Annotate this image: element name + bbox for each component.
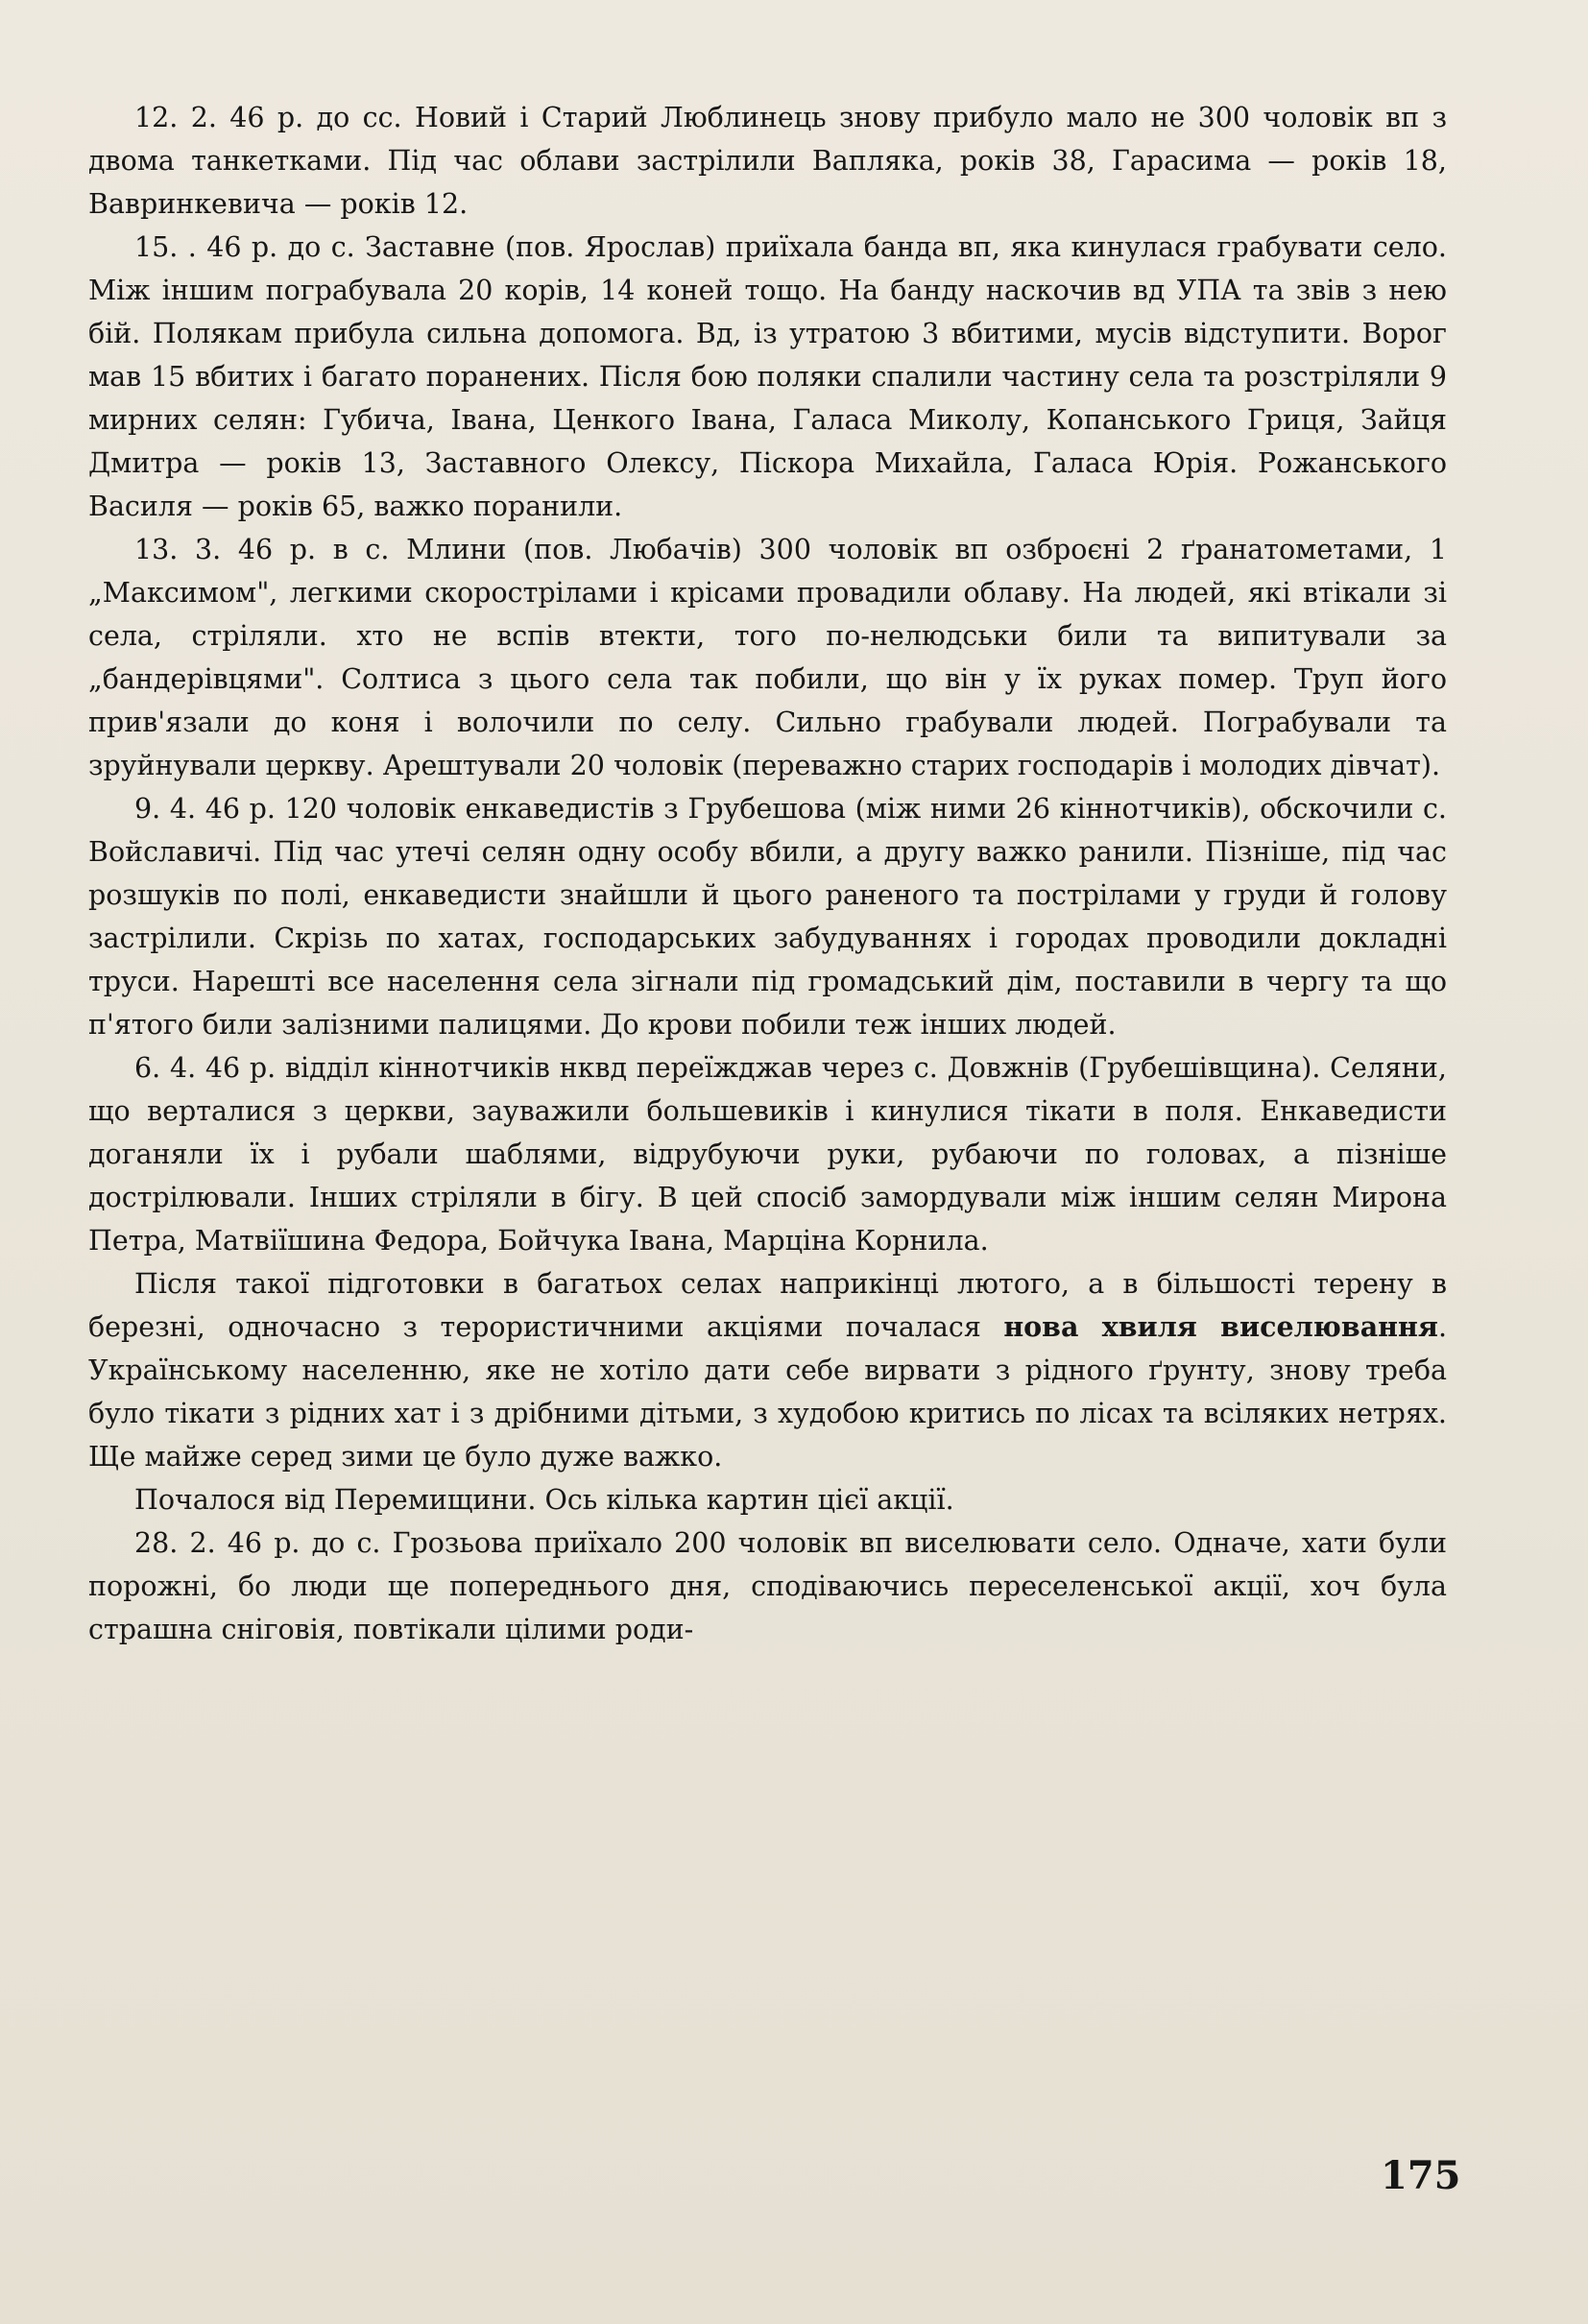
paragraph-3: 13. 3. 46 р. в с. Млини (пов. Любачів) 300 чоловік вп озброєні 2 ґранатометами, 1 „Максимом", легкими скорострілами і крісами провадили облаву. На людей, які втікали зі села, стріляли. хто не вспів втекти, того по-нелюдськи били та випитували за „бандерівцями". Солтиса з цього села так побили, що він у їх руках помер. Труп його прив'язали до коня і волочили по селу. Сильно грабували людей. Пограбували та зруйнували церкву. Арештували 20 чоловік (переважно старих господарів і молодих дівчат). [88,534,1447,781]
paragraph-6-start: Після такої підготовки в багатьох селах наприкінці лютого, а в більшості терену в березні, одночасно з терористичними акціями почалася [88,1268,1447,1343]
paragraph-6-end: . Українському населенню, яке не хотіло дати себе вирвати з рідного ґрунту, знову треба було тікати з рідних хат і з дрібними дітьми, з худобою критись по лісах та всіляких нетрях. Ще майже серед зими це було дуже важко. [88,1311,1448,1473]
paragraph-6 [88,1262,1447,1478]
paragraph-4: 9. 4. 46 р. 120 чоловік енкаведистів з Грубешова (між ними 26 кіннотчиків), обскочили с. Войславичі. Під час утечі селян одну особу вбили, а другу важко ранили. Пізніше, під час розшуків по полі, енкаведисти знайшли й цього раненого та пострілами у груди й голову застрілили. Скрізь по хатах, господарських забудуваннях і городах проводили докладні труси. Нарешті все населення села зігнали під громадський дім, поставили в чергу та що п'ятого били залізними палицями. До крови побили теж інших людей. [88,793,1447,1041]
paragraph-5: 6. 4. 46 р. відділ кіннотчиків нквд переїжджав через с. Довжнів (Грубешівщина). Селяни, що верталися з церкви, зауважили большевиків і кинулися тікати в поля. Енкаведисти доганяли їх і рубали шаблями, відрубуючи руки, рубаючи по головах, а пізніше дострілювали. Інших стріляли в бігу. В цей спосіб замордували між іншим селян Мирона Петра, Матвіїшина Федора, Бойчука Івана, Марціна Корнила. [88,1052,1447,1257]
body-text [88,96,1447,1651]
paragraph-8: 28. 2. 46 р. до с. Грозьова приїхало 200 чоловік вп виселювати село. Одначе, хати були порожні, бо люди ще попереднього дня, сподіваючись переселенської акції, хоч була страшна сніговія, повтікали цілими роди- [88,1527,1447,1645]
page-number: 175 [1381,2153,1461,2198]
paragraph-6-bold-phrase: нова хвиля виселювання [1003,1310,1438,1343]
paragraph-7: Почалося від Перемищини. Ось кілька картин цієї акції. [134,1484,954,1516]
paragraph-1: 12. 2. 46 р. до сс. Новий і Старий Люблинець знову прибуло мало не 300 чоловік вп з двома танкетками. Під час облави застрілили Вапляка, років 38, Гарасима — років 18, Вавринкевича — років 12. [88,102,1447,220]
paragraph-2: 15. . 46 р. до с. Заставне (пов. Ярослав) приїхала банда вп, яка кинулася грабувати село. Між іншим пограбувала 20 корів, 14 коней тощо. На банду наскочив вд УПА та звів з нею бій. Полякам прибула сильна допомога. Вд, із утратою 3 вбитими, мусів відступити. Ворог мав 15 вбитих і багато поранених. Після бою поляки спалили частину села та розстріляли 9 мирних селян: Губича, Івана, Ценкого Івана, Галаса Миколу, Копанського Гриця, Зайця Дмитра — років 13, Заставного Олексу, Піскора Михайла, Галаса Юрія. Рожанського Василя — років 65, важко поранили. [88,231,1447,522]
